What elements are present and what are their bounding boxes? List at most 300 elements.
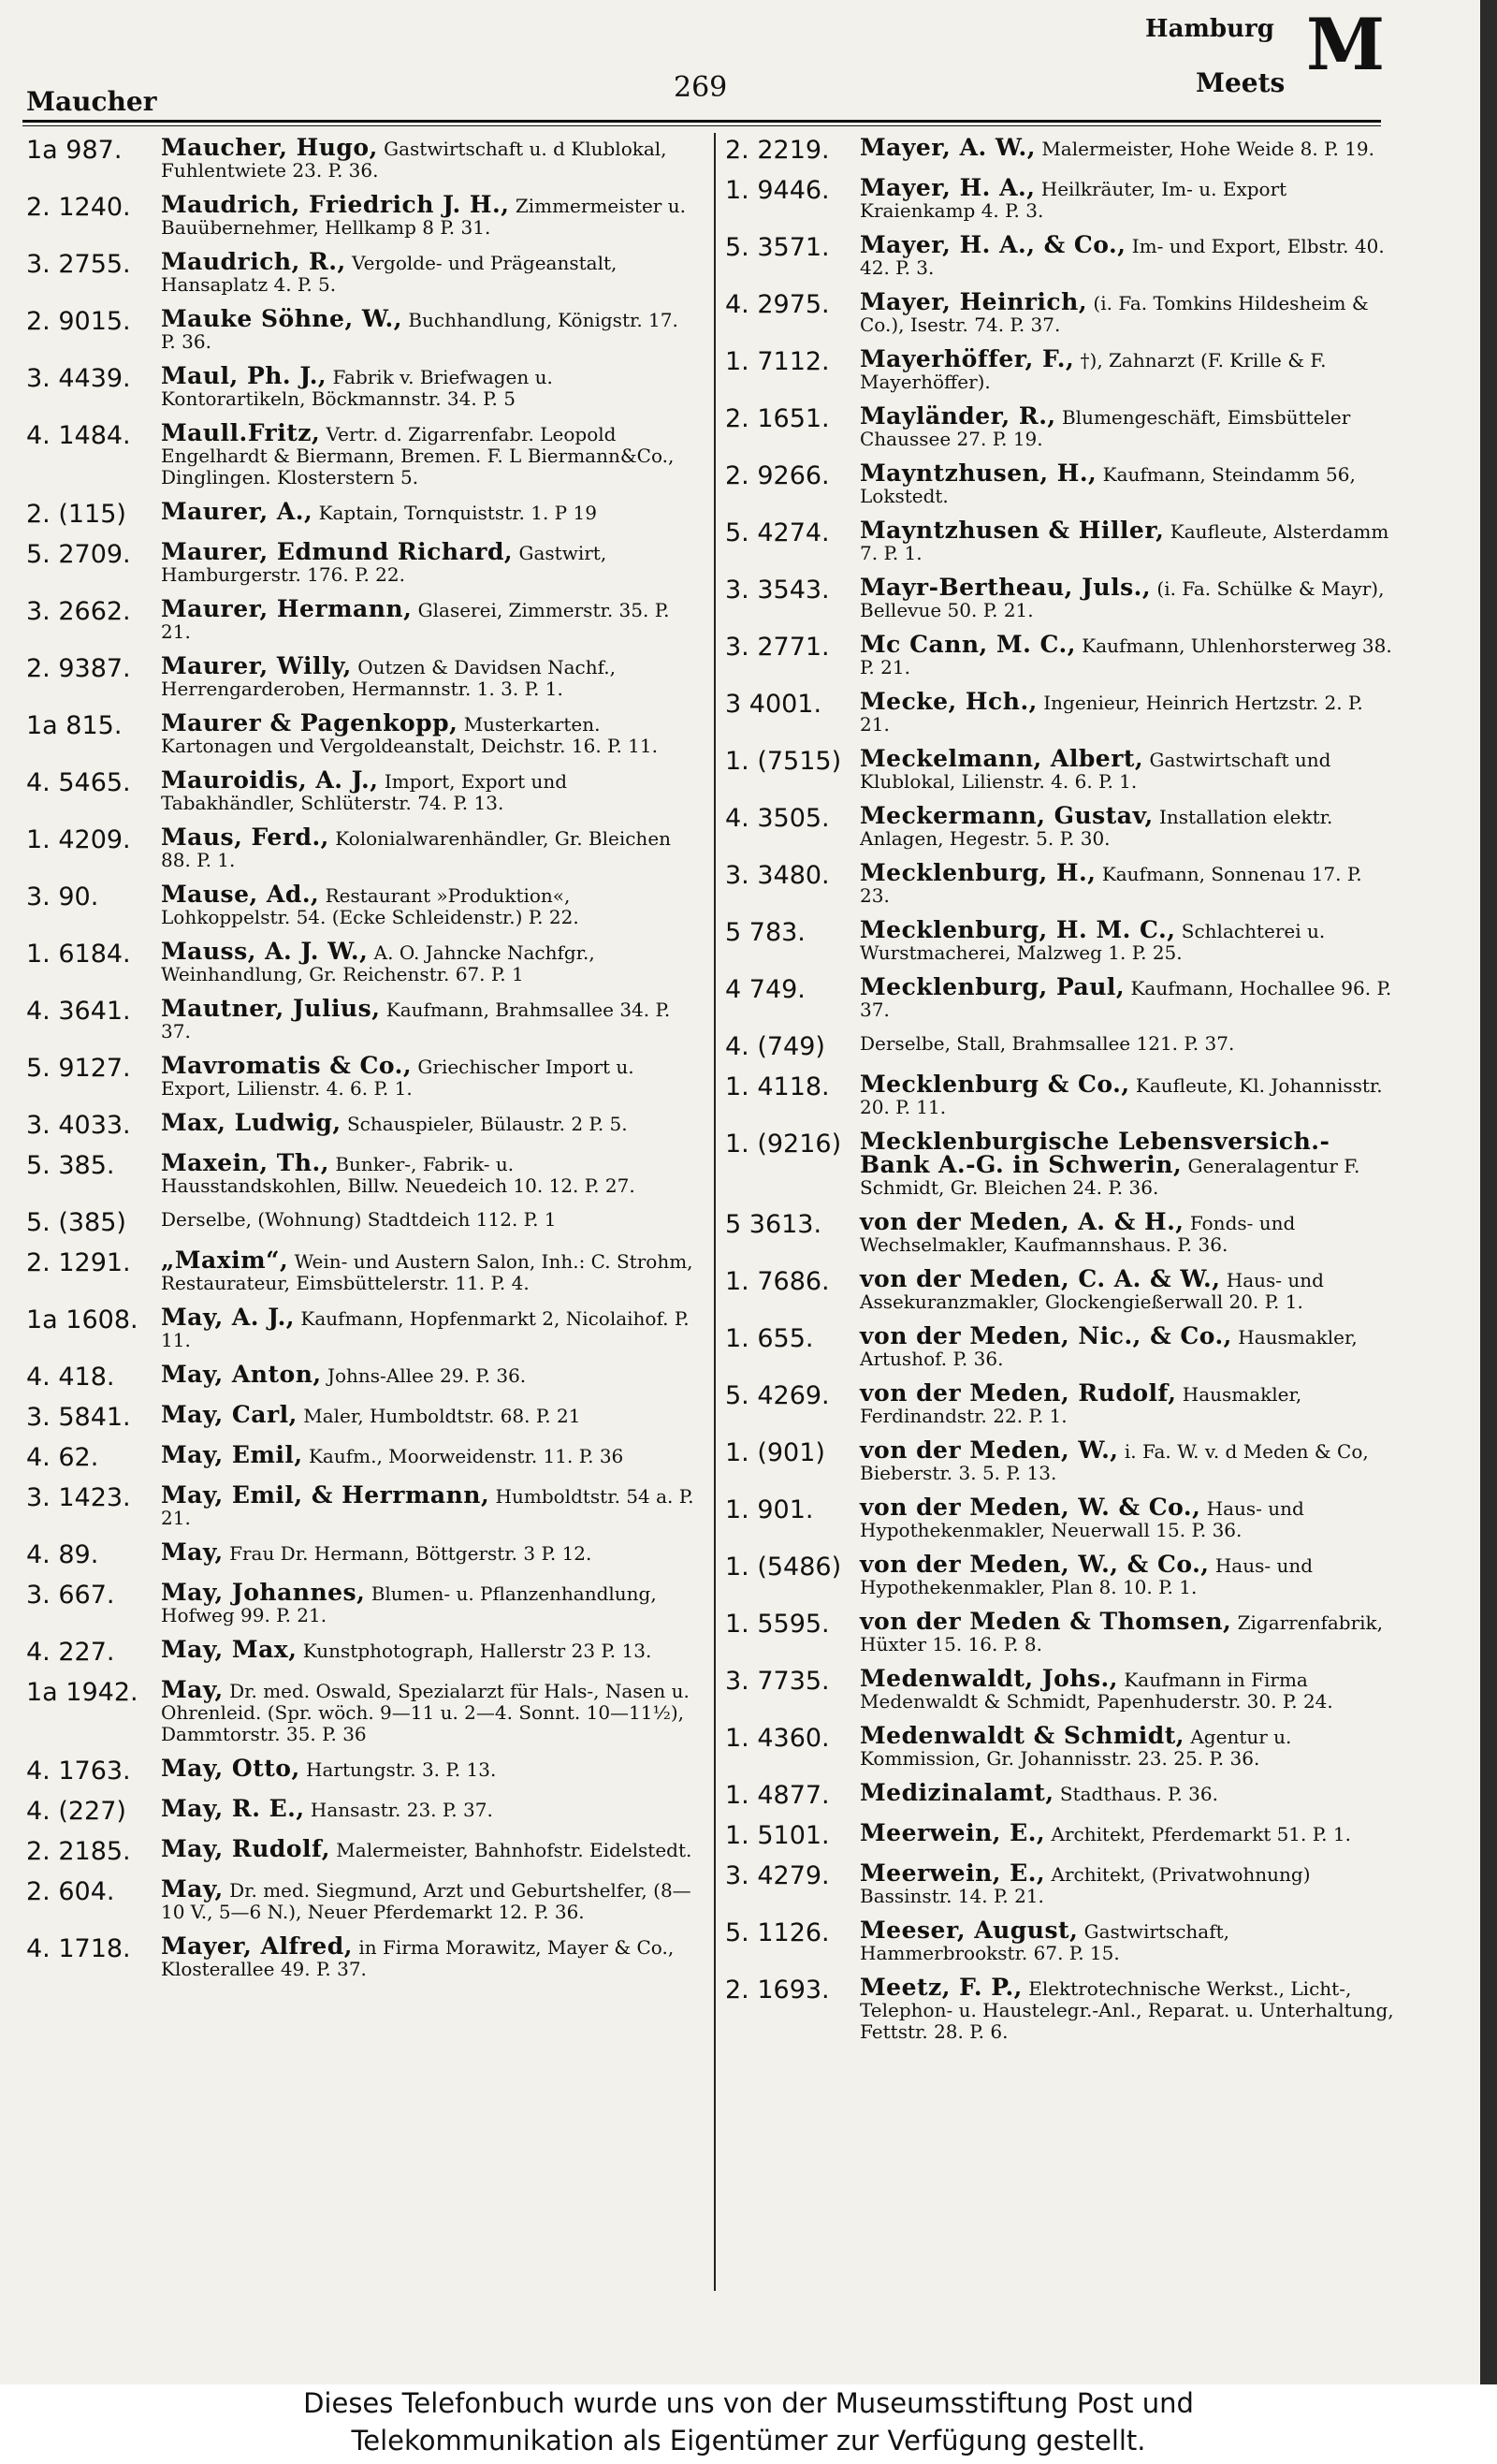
- phone-number: 3. 7735.: [725, 1667, 830, 1696]
- directory-entry: [725, 345, 1397, 393]
- subscriber-name: Maucher, Hugo,: [161, 134, 378, 161]
- phone-number: 4. 3641.: [26, 997, 131, 1026]
- entry-text: [860, 174, 1397, 222]
- phone-number: 5 3613.: [725, 1210, 822, 1239]
- entry-text: [860, 1379, 1397, 1427]
- subscriber-name: von der Meden & Thomsen,: [860, 1608, 1232, 1635]
- subscriber-details: Johns-Allee 29. P. 36.: [327, 1364, 527, 1387]
- subscriber-name: Maudrich, Friedrich J. H.,: [161, 191, 510, 218]
- subscriber-name: Maudrich, R.,: [161, 248, 346, 275]
- subscriber-name: May, Anton,: [161, 1361, 322, 1388]
- left-column: [26, 134, 698, 1992]
- phone-number: 2. 9266.: [725, 461, 830, 490]
- phone-number: 3. 3543.: [725, 576, 830, 605]
- subscriber-details: Generalagentur F. Schmidt, Gr. Bleichen 24. P. 36.: [860, 1155, 1360, 1199]
- subscriber-name: Maurer, Hermann,: [161, 595, 413, 622]
- phone-number: 1. 4209.: [26, 825, 131, 854]
- entry-text: [161, 1636, 698, 1663]
- directory-entry: [26, 1538, 698, 1569]
- directory-entry: [725, 1496, 1397, 1541]
- page-number: 269: [674, 71, 728, 104]
- phone-number: 3. 4033.: [26, 1111, 131, 1140]
- directory-entry: [725, 973, 1397, 1021]
- entry-text: [161, 248, 698, 296]
- phone-number: 1. 4360.: [725, 1724, 830, 1753]
- directory-entry: [725, 802, 1397, 850]
- entry-text: [860, 859, 1397, 907]
- subscriber-details: Humboldtstr. 54 a. P. 21.: [161, 1485, 694, 1529]
- subscriber-name: Mayntzhusen & Hiller,: [860, 517, 1165, 544]
- directory-entry: [26, 498, 698, 529]
- directory-entry: [26, 595, 698, 643]
- entry-text: [860, 231, 1397, 279]
- phone-number: 4. 5465.: [26, 768, 131, 797]
- directory-entry: [725, 174, 1397, 222]
- subscriber-name: Mauss, A. J. W.,: [161, 938, 369, 965]
- directory-entry: [725, 519, 1397, 564]
- subscriber-name: Medizinalamt,: [860, 1779, 1054, 1806]
- entry-text: [860, 1130, 1397, 1199]
- subscriber-details: i. Fa. W. v. d Meden & Co, Bieberstr. 3. 5. P. 13.: [860, 1440, 1369, 1484]
- entry-text: [161, 362, 698, 410]
- directory-entry: [725, 288, 1397, 336]
- phone-number: 4. 227.: [26, 1638, 115, 1667]
- phone-number: 5. 1126.: [725, 1918, 830, 1947]
- subscriber-name: Mayer, Heinrich,: [860, 288, 1088, 315]
- phone-number: 1a 987.: [26, 136, 123, 165]
- subscriber-details: Zimmermeister u. Bauübernehmer, Hellkamp 8 P. 31.: [161, 195, 686, 239]
- directory-entry: [725, 631, 1397, 678]
- phone-number: 1. (9216): [725, 1130, 842, 1159]
- phone-number: 1. 4118.: [725, 1072, 830, 1101]
- directory-entry: [725, 1265, 1397, 1313]
- phone-number: 2. 604.: [26, 1877, 115, 1906]
- phone-number: 3 4001.: [725, 690, 822, 719]
- phone-number: 3. 1423.: [26, 1483, 131, 1512]
- subscriber-details: Kaufleute, Alsterdamm 7. P. 1.: [860, 520, 1389, 564]
- subscriber-details: Buchhandlung, Königstr. 17. P. 36.: [161, 309, 678, 353]
- directory-entry: [725, 1819, 1397, 1850]
- subscriber-details: Zigarrenfabrik, Hüxter 15. 16. P. 8.: [860, 1611, 1384, 1655]
- entry-text: [860, 1033, 1397, 1055]
- subscriber-details: Kaufmann, Hochallee 96. P. 37.: [860, 977, 1392, 1021]
- entry-text: [161, 1579, 698, 1626]
- directory-entry: [725, 231, 1397, 279]
- phone-number: 1. 655.: [725, 1324, 814, 1353]
- subscriber-name: Mayer, Alfred,: [161, 1932, 353, 1960]
- directory-entry: [725, 1608, 1397, 1655]
- entry-text: [161, 1757, 698, 1781]
- subscriber-name: von der Meden, A. & H.,: [860, 1208, 1185, 1235]
- phone-number: 1. 6184.: [26, 940, 131, 969]
- subscriber-name: Mc Cann, M. C.,: [860, 631, 1076, 658]
- directory-entry: [26, 940, 698, 985]
- directory-entry: [725, 1436, 1397, 1484]
- subscriber-name: May, R. E.,: [161, 1795, 305, 1822]
- footer-line-2: Telekommunikation als Eigentümer zur Verfügung gestellt.: [351, 2425, 1146, 2457]
- subscriber-details: Kaufmann, Uhlenhorsterweg 38. P. 21.: [860, 634, 1392, 678]
- subscriber-details: Gastwirtschaft u. d Klublokal, Fuhlentwiete 23. P. 36.: [161, 138, 667, 182]
- phone-number: 3. 4439.: [26, 364, 131, 393]
- subscriber-details: Frau Dr. Hermann, Böttgerstr. 3 P. 12.: [229, 1542, 592, 1565]
- subscriber-details: Schauspieler, Bülaustr. 2 P. 5.: [346, 1113, 628, 1135]
- phone-number: 1. 7112.: [725, 347, 830, 376]
- subscriber-details: Derselbe, (Wohnung) Stadtdeich 112. P. 1: [161, 1208, 557, 1231]
- header-first-name: Maucher: [26, 86, 157, 117]
- subscriber-name: „Maxim“,: [161, 1247, 289, 1274]
- directory-entry: [26, 1109, 698, 1140]
- entry-text: [860, 802, 1397, 850]
- subscriber-name: Mecklenburg, Paul,: [860, 973, 1126, 1000]
- phone-number: 3. 4279.: [725, 1861, 830, 1890]
- subscriber-name: Mauroidis, A. J.,: [161, 766, 379, 794]
- entry-text: [860, 1779, 1397, 1806]
- directory-entry: [725, 576, 1397, 621]
- subscriber-name: Maull.Fritz,: [161, 419, 321, 446]
- phone-number: 5. 4274.: [725, 518, 830, 547]
- subscriber-details: Outzen & Davidsen Nachf., Herrengarderoben, Hermannstr. 1. 3. P. 1.: [161, 656, 617, 700]
- phone-number: 2. 2185.: [26, 1837, 131, 1866]
- phone-number: 3. 2662.: [26, 597, 131, 626]
- phone-number: 4. (227): [26, 1797, 126, 1826]
- directory-entry: [725, 1322, 1397, 1370]
- footer-line-1: Dieses Telefonbuch wurde uns von der Museumsstiftung Post und: [303, 2387, 1194, 2419]
- entry-text: [860, 576, 1397, 621]
- entry-text: [860, 1665, 1397, 1713]
- phone-number: 2. (115): [26, 500, 126, 529]
- subscriber-details: Kaufm., Moorweidenstr. 11. P. 36: [308, 1445, 624, 1467]
- entry-text: [860, 1722, 1397, 1770]
- subscriber-name: Maus, Ferd.,: [161, 824, 329, 851]
- entry-text: [860, 916, 1397, 964]
- subscriber-name: Maurer, Edmund Richard,: [161, 538, 514, 565]
- subscriber-details: Elektrotechnische Werkst., Licht-, Telephon- u. Haustelegr.-Anl., Reparat. u. Unterhaltung, Fettstr. 28. P. 6.: [860, 1977, 1394, 2043]
- phone-number: 5. (385): [26, 1208, 126, 1237]
- entry-text: [161, 134, 698, 182]
- directory-entry: [26, 1149, 698, 1197]
- subscriber-name: von der Meden, C. A. & W.,: [860, 1265, 1221, 1292]
- subscriber-details: Installation elektr. Anlagen, Hegestr. 5. P. 30.: [860, 806, 1333, 850]
- subscriber-name: Mecklenburg, H. M. C.,: [860, 916, 1176, 943]
- phone-number: 2. 1240.: [26, 193, 131, 222]
- subscriber-details: Gastwirtschaft und Klublokal, Lilienstr. 4. 6. P. 1.: [860, 749, 1331, 793]
- directory-entry: [26, 766, 698, 814]
- subscriber-details: Kaufmann, Steindamm 56, Lokstedt.: [860, 463, 1356, 507]
- entry-text: [161, 1209, 698, 1231]
- entry-text: [860, 134, 1397, 161]
- subscriber-details: in Firma Morawitz, Mayer & Co., Klosterallee 49. P. 37.: [161, 1936, 675, 1980]
- subscriber-name: May, Carl,: [161, 1401, 298, 1428]
- entry-text: [161, 766, 698, 814]
- subscriber-name: von der Meden, Nic., & Co.,: [860, 1322, 1232, 1349]
- subscriber-details: Restaurant »Produktion«, Lohkoppelstr. 54. (Ecke Schleidenstr.) P. 22.: [161, 884, 579, 928]
- phone-number: 1. (7515): [725, 747, 842, 776]
- entry-text: [161, 1932, 698, 1980]
- directory-entry: [26, 1676, 698, 1745]
- subscriber-details: Fonds- und Wechselmakler, Kaufmannshaus. P. 36.: [860, 1212, 1296, 1256]
- subscriber-details: Derselbe, Stall, Brahmsallee 121. P. 37.: [860, 1032, 1235, 1055]
- directory-entry: [725, 1976, 1397, 2043]
- subscriber-name: Medenwaldt, Johs.,: [860, 1665, 1118, 1692]
- entry-text: [161, 826, 698, 871]
- subscriber-details: Gastwirt, Hamburgerstr. 176. P. 22.: [161, 542, 607, 586]
- subscriber-details: Hansastr. 23. P. 37.: [310, 1799, 493, 1821]
- entry-text: [161, 652, 698, 700]
- subscriber-name: Meeser, August,: [860, 1917, 1079, 1944]
- subscriber-name: Mayerhöffer, F.,: [860, 345, 1075, 372]
- entry-text: [860, 459, 1397, 507]
- directory-entry: [26, 248, 698, 296]
- phone-number: 2. 9015.: [26, 307, 131, 336]
- entry-text: [161, 595, 698, 643]
- entry-text: [860, 1859, 1397, 1907]
- phone-number: 3. 2755.: [26, 250, 131, 279]
- entry-text: [860, 1496, 1397, 1541]
- phone-number: 1. 4877.: [725, 1781, 830, 1810]
- directory-entry: [26, 1875, 698, 1923]
- column-divider: [714, 133, 716, 2291]
- phone-number: 5. 9127.: [26, 1054, 131, 1083]
- phone-number: 2. 1291.: [26, 1248, 131, 1277]
- phone-number: 4. 2975.: [725, 290, 830, 319]
- subscriber-details: Gastwirtschaft, Hammerbrookstr. 67. P. 15.: [860, 1920, 1230, 1964]
- subscriber-name: Mause, Ad.,: [161, 881, 320, 908]
- entry-text: [161, 1109, 698, 1136]
- phone-number: 1. (5486): [725, 1553, 842, 1582]
- directory-entry: [725, 745, 1397, 793]
- subscriber-details: Kolonialwarenhändler, Gr. Bleichen 88. P. 1.: [161, 827, 672, 871]
- subscriber-details: Musterkarten. Kartonagen und Vergoldeanstalt, Deichstr. 16. P. 11.: [161, 713, 658, 757]
- subscriber-name: May, Rudolf,: [161, 1835, 330, 1862]
- directory-entry: [26, 538, 698, 586]
- entry-text: [860, 1976, 1397, 2043]
- subscriber-details: Haus- und Hypothekenmakler, Plan 8. 10. P. 1.: [860, 1554, 1314, 1598]
- directory-entry: [26, 1481, 698, 1529]
- directory-entry: [725, 134, 1397, 165]
- entry-text: [161, 1149, 698, 1197]
- entry-text: [860, 1208, 1397, 1256]
- phone-number: 2. 1693.: [725, 1976, 830, 2005]
- subscriber-name: Meerwein, E.,: [860, 1819, 1046, 1846]
- directory-entry: [26, 826, 698, 871]
- subscriber-name: May,: [161, 1875, 224, 1903]
- directory-entry: [725, 1208, 1397, 1256]
- subscriber-name: Mayer, A. W.,: [860, 134, 1036, 161]
- phone-number: 3. 5841.: [26, 1403, 131, 1432]
- directory-entry: [725, 916, 1397, 964]
- subscriber-name: Mayländer, R.,: [860, 402, 1056, 430]
- directory-entry: [26, 191, 698, 239]
- subscriber-name: Maurer, A.,: [161, 498, 313, 525]
- entry-text: [860, 631, 1397, 678]
- phone-number: 1. 5595.: [725, 1610, 830, 1639]
- phone-number: 5. 3571.: [725, 233, 830, 262]
- entry-text: [860, 1819, 1397, 1846]
- subscriber-name: May, Max,: [161, 1636, 298, 1663]
- subscriber-details: A. O. Jahncke Nachfgr., Weinhandlung, Gr. Reichenstr. 67. P. 1: [161, 941, 595, 985]
- subscriber-details: Architekt, Pferdemarkt 51. P. 1.: [1051, 1823, 1351, 1845]
- directory-entry: [725, 1033, 1397, 1061]
- phone-number: 2. 9387.: [26, 654, 131, 683]
- directory-entry: [26, 1932, 698, 1980]
- subscriber-name: Maurer & Pagenkopp,: [161, 709, 458, 736]
- subscriber-name: von der Meden, W. & Co.,: [860, 1494, 1201, 1521]
- directory-entry: [26, 709, 698, 757]
- subscriber-name: Mayr-Bertheau, Juls.,: [860, 574, 1152, 601]
- directory-entry: [26, 362, 698, 410]
- subscriber-details: Kaptain, Tornquiststr. 1. P 19: [318, 502, 597, 524]
- entry-text: [860, 345, 1397, 393]
- directory-entry: [725, 1722, 1397, 1770]
- directory-entry: [26, 1401, 698, 1432]
- phone-number: 1a 815.: [26, 711, 123, 740]
- directory-entry: [26, 134, 698, 182]
- subscriber-name: Mautner, Julius,: [161, 995, 381, 1022]
- phone-number: 5. 385.: [26, 1151, 115, 1180]
- subscriber-details: Agentur u. Kommission, Gr. Johannisstr. 23. 25. P. 36.: [860, 1726, 1292, 1770]
- subscriber-name: Mayntzhusen, H.,: [860, 459, 1097, 487]
- subscriber-details: Blumen- u. Pflanzenhandlung, Hofweg 99. P. 21.: [161, 1582, 657, 1626]
- subscriber-details: †), Zahnarzt (F. Krille & F. Mayerhöffer).: [860, 349, 1327, 393]
- phone-number: 3. 667.: [26, 1581, 115, 1610]
- subscriber-name: May,: [161, 1676, 224, 1703]
- subscriber-details: (i. Fa. Schülke & Mayr), Bellevue 50. P. 21.: [860, 577, 1385, 621]
- subscriber-name: Maxein, Th.,: [161, 1149, 329, 1176]
- phone-number: 4 749.: [725, 975, 806, 1004]
- subscriber-details: Hausmakler, Ferdinandstr. 22. P. 1.: [860, 1383, 1302, 1427]
- phone-number: 5. 4269.: [725, 1381, 830, 1410]
- phone-number: 4. 418.: [26, 1363, 115, 1392]
- entry-text: [161, 1306, 698, 1351]
- subscriber-details: Maler, Humboldtstr. 68. P. 21: [303, 1405, 581, 1427]
- entry-text: [860, 1608, 1397, 1655]
- phone-number: 5. 2709.: [26, 540, 131, 569]
- phone-number: 4. 62.: [26, 1443, 99, 1472]
- entry-text: [161, 1875, 698, 1923]
- entry-text: [860, 745, 1397, 793]
- phone-number: 2. 1651.: [725, 404, 830, 433]
- subscriber-name: Mayer, H. A., & Co.,: [860, 231, 1126, 258]
- subscriber-details: Malermeister, Bahnhofstr. Eidelstedt.: [336, 1839, 692, 1861]
- subscriber-name: Mecklenburg, H.,: [860, 859, 1097, 886]
- subscriber-details: Kunstphotograph, Hallerstr 23 P. 13.: [302, 1640, 652, 1662]
- directory-entry: [26, 305, 698, 353]
- phone-number: 3. 90.: [26, 882, 99, 911]
- directory-entry: [26, 1306, 698, 1351]
- entry-text: [161, 305, 698, 353]
- subscriber-details: Fabrik v. Briefwagen u. Kontorartikeln, Böckmannstr. 34. P. 5: [161, 366, 553, 410]
- subscriber-details: Stadthaus. P. 36.: [1059, 1783, 1218, 1805]
- phone-number: 4. 1484.: [26, 421, 131, 450]
- directory-entry: [725, 688, 1397, 736]
- subscriber-details: Schlachterei u. Wurstmacherei, Malzweg 1. P. 25.: [860, 920, 1326, 964]
- directory-entry: [26, 1636, 698, 1667]
- subscriber-name: Medenwaldt & Schmidt,: [860, 1722, 1185, 1749]
- entry-text: [860, 1919, 1397, 1964]
- phone-number: 2. 2219.: [725, 136, 830, 165]
- phone-number: 4. 1763.: [26, 1757, 131, 1786]
- entry-text: [161, 1538, 698, 1566]
- subscriber-name: von der Meden, Rudolf,: [860, 1379, 1177, 1407]
- subscriber-details: Ingenieur, Heinrich Hertzstr. 2. P. 21.: [860, 692, 1363, 736]
- directory-entry: [725, 1859, 1397, 1907]
- phone-number: 5 783.: [725, 918, 806, 947]
- directory-entry: [26, 1363, 698, 1392]
- entry-text: [860, 519, 1397, 564]
- header-rule: [22, 120, 1381, 123]
- subscriber-name: Mauke Söhne, W.,: [161, 305, 402, 332]
- subscriber-name: Mayer, H. A.,: [860, 174, 1036, 201]
- entry-text: [860, 288, 1397, 336]
- subscriber-name: von der Meden, W.,: [860, 1436, 1119, 1464]
- entry-text: [860, 1073, 1397, 1118]
- phone-number: 4. 3505.: [725, 804, 830, 833]
- subscriber-details: Kaufmann, Brahmsallee 34. P. 37.: [161, 999, 671, 1042]
- subscriber-details: Import, Export und Tabakhändler, Schlüterstr. 74. P. 13.: [161, 770, 568, 814]
- phone-number: 3. 3480.: [725, 861, 830, 890]
- directory-entry: [26, 1441, 698, 1472]
- right-column: [725, 134, 1397, 2055]
- entry-text: [161, 1363, 698, 1387]
- directory-entry: [725, 1779, 1397, 1810]
- entry-text: [860, 1436, 1397, 1484]
- entry-text: [161, 538, 698, 586]
- entry-text: [860, 1265, 1397, 1313]
- directory-entry: [26, 652, 698, 700]
- entry-text: [161, 1481, 698, 1529]
- phone-number: 1. 7686.: [725, 1267, 830, 1296]
- subscriber-details: Griechischer Import u. Export, Lilienstr. 4. 6. P. 1.: [161, 1056, 634, 1100]
- subscriber-name: Mecklenburgische Lebensversich.-Bank A.-G. in Schwerin,: [860, 1128, 1330, 1178]
- subscriber-name: Meetz, F. P.,: [860, 1974, 1023, 2001]
- subscriber-details: Heilkräuter, Im- u. Export Kraienkamp 4. P. 3.: [860, 178, 1287, 222]
- subscriber-name: Max, Ludwig,: [161, 1109, 342, 1136]
- header-rule-thin: [22, 125, 1381, 126]
- subscriber-name: Meckelmann, Albert,: [860, 745, 1144, 772]
- header-letter: M: [1306, 3, 1386, 86]
- entry-text: [161, 419, 698, 488]
- subscriber-name: Mecklenburg & Co.,: [860, 1071, 1130, 1098]
- subscriber-name: Maul, Ph. J.,: [161, 362, 327, 389]
- directory-entry: [725, 459, 1397, 507]
- header-city: Hamburg: [1145, 15, 1274, 43]
- entry-text: [161, 1052, 698, 1100]
- subscriber-name: May, Johannes,: [161, 1579, 366, 1606]
- entry-text: [161, 1835, 698, 1862]
- subscriber-name: Meerwein, E.,: [860, 1859, 1046, 1887]
- subscriber-details: Dr. med. Siegmund, Arzt und Geburtshelfer, (8—10 V., 5—6 N.), Neuer Pferdemarkt 12. P. 36.: [161, 1879, 691, 1923]
- subscriber-name: May, A. J.,: [161, 1304, 296, 1331]
- phone-number: 1. (901): [725, 1438, 825, 1467]
- subscriber-details: Bunker-, Fabrik- u. Hausstandskohlen, Billw. Neuedeich 10. 12. P. 27.: [161, 1153, 635, 1197]
- subscriber-details: Vertr. d. Zigarrenfabr. Leopold Engelhardt & Biermann, Bremen. F. L Biermann&Co., Dinglingen. Klosterstern 5.: [161, 423, 675, 488]
- subscriber-details: Wein- und Austern Salon, Inh.: C. Strohm, Restaurateur, Eimsbüttelerstr. 11. P. 4.: [161, 1250, 693, 1294]
- subscriber-name: May, Otto,: [161, 1755, 300, 1782]
- footer-notice: [0, 2384, 1497, 2464]
- phone-number: 3. 2771.: [725, 633, 830, 662]
- entry-text: [860, 688, 1397, 736]
- directory-entry: [26, 1795, 698, 1826]
- directory-entry: [725, 1553, 1397, 1598]
- entry-text: [161, 1401, 698, 1428]
- entry-text: [161, 940, 698, 985]
- phone-number: 1a 1608.: [26, 1305, 138, 1334]
- subscriber-details: Kaufmann, Hopfenmarkt 2, Nicolaihof. P. 11.: [161, 1307, 690, 1351]
- directory-entry: [26, 419, 698, 488]
- subscriber-name: Maurer, Willy,: [161, 652, 352, 679]
- subscriber-details: Kaufmann in Firma Medenwaldt & Schmidt, Papenhuderstr. 30. P. 24.: [860, 1669, 1333, 1713]
- phone-number: 1. 5101.: [725, 1821, 830, 1850]
